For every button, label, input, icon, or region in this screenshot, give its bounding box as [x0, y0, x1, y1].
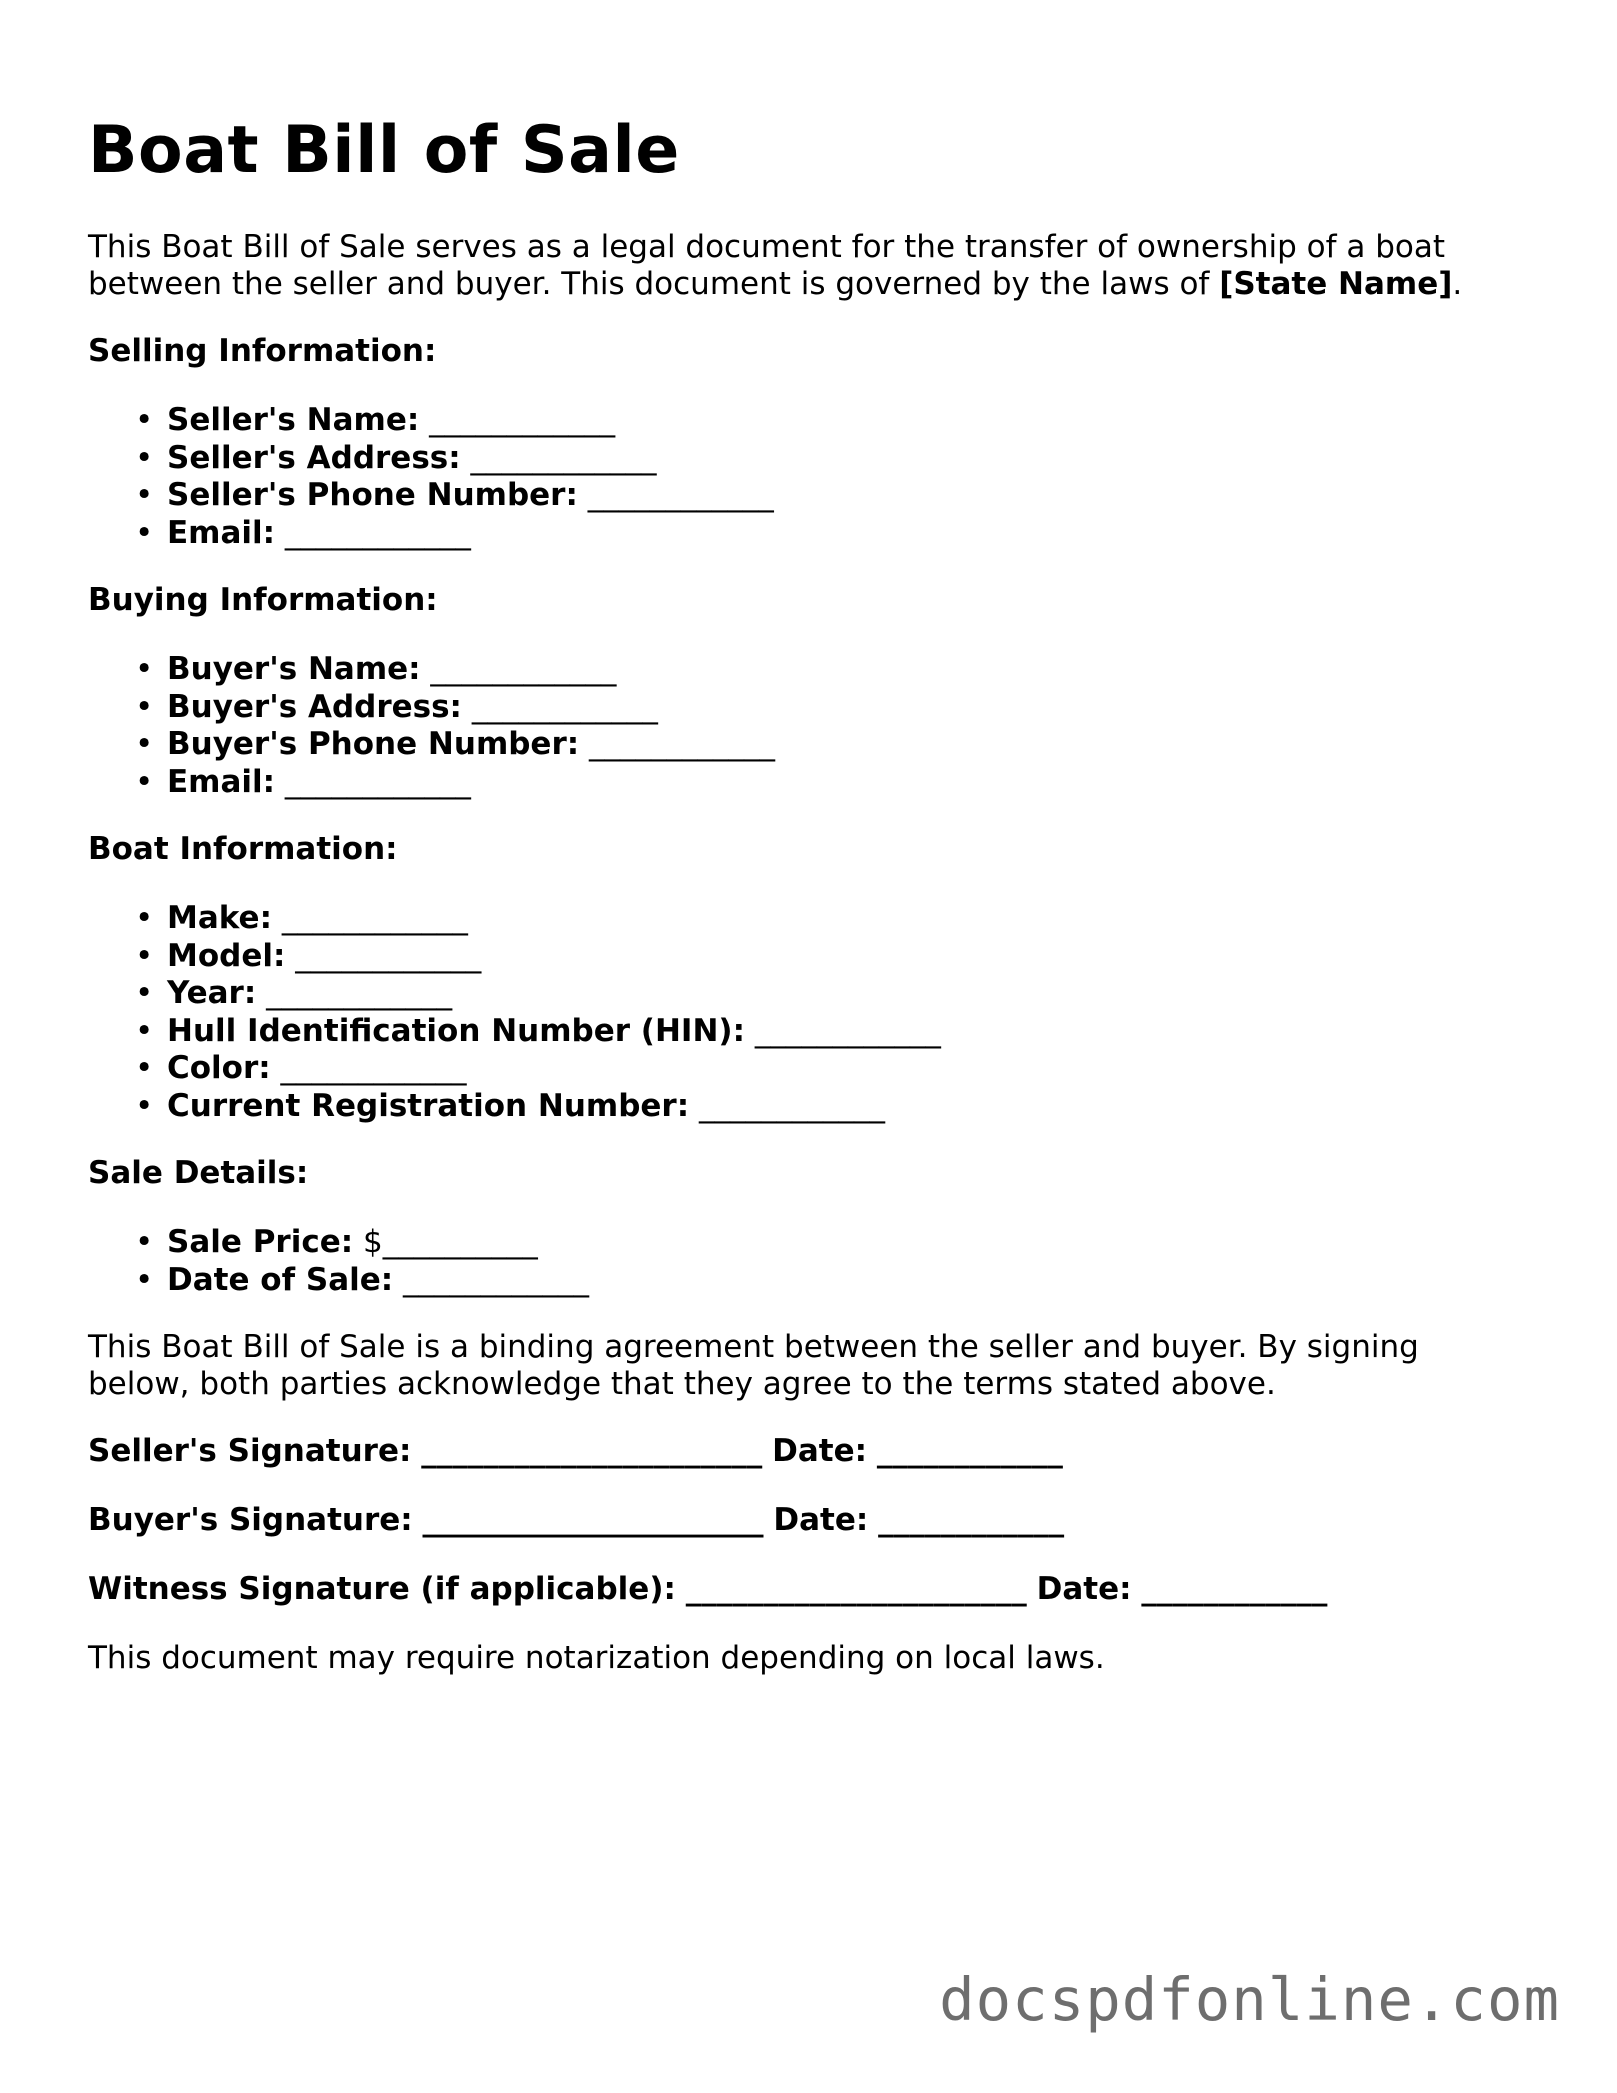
field-label: Hull Identification Number (HIN):	[167, 1012, 745, 1049]
list-item	[135, 1261, 1528, 1300]
seller-signature-row	[88, 1433, 1528, 1470]
buyer-date-label: Date:	[773, 1502, 869, 1538]
buyer-address-blank[interactable]: ____________	[471, 688, 658, 725]
list-item	[135, 651, 1528, 689]
witness-date-label: Date:	[1036, 1571, 1132, 1607]
bullet-icon: •	[135, 900, 154, 936]
list-item	[135, 688, 1528, 727]
buyer-phone-blank[interactable]: ____________	[589, 726, 776, 762]
bullet-icon: •	[135, 514, 154, 551]
bullet-icon: •	[135, 1012, 154, 1049]
agreement-paragraph: This Boat Bill of Sale is a binding agreement between the seller and buyer. By signing below, both parties acknowledge that they agree to the terms stated above.	[88, 1329, 1419, 1402]
bullet-icon: •	[135, 1224, 154, 1260]
bullet-icon: •	[135, 937, 154, 974]
witness-signature-row	[88, 1571, 1528, 1608]
bullet-icon: •	[135, 402, 154, 438]
seller-email-blank[interactable]: ____________	[284, 514, 471, 551]
bullet-icon: •	[135, 477, 154, 513]
intro-end: .	[1452, 266, 1463, 302]
bullet-icon: •	[135, 1050, 154, 1086]
seller-date-label: Date:	[772, 1433, 868, 1469]
model-blank[interactable]: ____________	[295, 937, 482, 974]
seller-signature-line[interactable]: ______________________	[421, 1433, 763, 1469]
field-label: Make:	[167, 900, 272, 936]
witness-date-line[interactable]: ____________	[1141, 1571, 1328, 1607]
field-label: Color:	[167, 1050, 271, 1086]
buyer-signature-label: Buyer's Signature:	[88, 1502, 413, 1538]
bullet-icon: •	[135, 688, 154, 725]
field-label: Buyer's Name:	[167, 651, 421, 687]
witness-signature-line[interactable]: ______________________	[685, 1571, 1027, 1607]
field-label: Year:	[167, 975, 257, 1011]
sale-details-list	[88, 1224, 1528, 1299]
year-blank[interactable]: ____________	[266, 975, 453, 1011]
page-title: Boat Bill of Sale	[88, 113, 680, 188]
field-label: Current Registration Number:	[167, 1087, 690, 1124]
bullet-icon: •	[135, 975, 154, 1011]
field-label: Email:	[167, 763, 276, 800]
buyer-date-line[interactable]: ____________	[878, 1502, 1065, 1538]
document-page	[88, 108, 1528, 1677]
buying-information-list	[88, 651, 1528, 801]
list-item	[135, 763, 1528, 802]
intro-paragraph	[88, 229, 1528, 303]
buyer-email-blank[interactable]: ____________	[284, 763, 471, 800]
seller-address-blank[interactable]: ____________	[470, 439, 657, 476]
notarization-note: This document may require notarization depending on local laws.	[88, 1640, 1105, 1676]
bullet-icon: •	[135, 763, 154, 800]
field-label: Seller's Name:	[167, 402, 420, 438]
field-label: Seller's Phone Number:	[167, 477, 578, 513]
list-item	[135, 1012, 1528, 1051]
watermark: docspdfonline.com	[939, 1965, 1560, 2034]
list-item	[135, 439, 1528, 478]
seller-signature-label: Seller's Signature:	[88, 1433, 412, 1469]
list-item	[135, 477, 1528, 515]
witness-signature-label: Witness Signature (if applicable):	[88, 1571, 676, 1607]
seller-phone-blank[interactable]: ____________	[587, 477, 774, 513]
field-label: Seller's Address:	[167, 439, 461, 476]
list-item	[135, 900, 1528, 938]
selling-information-heading: Selling Information:	[88, 333, 437, 369]
bullet-icon: •	[135, 1087, 154, 1124]
boat-information-heading: Boat Information:	[88, 831, 398, 867]
list-item	[135, 1050, 1528, 1088]
state-name-placeholder: [State Name]	[1219, 266, 1453, 302]
bullet-icon: •	[135, 1261, 154, 1298]
registration-number-blank[interactable]: ____________	[698, 1087, 885, 1124]
bullet-icon: •	[135, 726, 154, 762]
list-item	[135, 975, 1528, 1013]
make-blank[interactable]: ____________	[281, 900, 468, 936]
buyer-signature-line[interactable]: ______________________	[422, 1502, 764, 1538]
list-item	[135, 726, 1528, 764]
sale-price-blank[interactable]: $__________	[362, 1224, 538, 1260]
list-item	[135, 402, 1528, 440]
field-label: Date of Sale:	[167, 1261, 394, 1298]
bullet-icon: •	[135, 439, 154, 476]
field-label: Buyer's Address:	[167, 688, 462, 725]
buying-information-heading: Buying Information:	[88, 582, 438, 618]
intro-text: This Boat Bill of Sale serves as a legal document for the transfer of ownership of a boat between the seller and buyer. This document is governed by the laws of	[88, 229, 1446, 302]
field-label: Buyer's Phone Number:	[167, 726, 580, 762]
bullet-icon: •	[135, 651, 154, 687]
list-item	[135, 1224, 1528, 1262]
buyer-signature-row	[88, 1502, 1528, 1539]
color-blank[interactable]: ____________	[280, 1050, 467, 1086]
hin-blank[interactable]: ____________	[754, 1012, 941, 1049]
field-label: Sale Price:	[167, 1224, 354, 1260]
date-of-sale-blank[interactable]: ____________	[403, 1261, 590, 1298]
field-label: Model:	[167, 937, 286, 974]
field-label: Email:	[167, 514, 276, 551]
selling-information-list	[88, 402, 1528, 552]
seller-date-line[interactable]: ____________	[876, 1433, 1063, 1469]
seller-name-blank[interactable]: ____________	[429, 402, 616, 438]
list-item	[135, 1087, 1528, 1126]
list-item	[135, 514, 1528, 553]
boat-information-list	[88, 900, 1528, 1125]
sale-details-heading: Sale Details:	[88, 1155, 309, 1191]
list-item	[135, 937, 1528, 976]
buyer-name-blank[interactable]: ____________	[430, 651, 617, 687]
